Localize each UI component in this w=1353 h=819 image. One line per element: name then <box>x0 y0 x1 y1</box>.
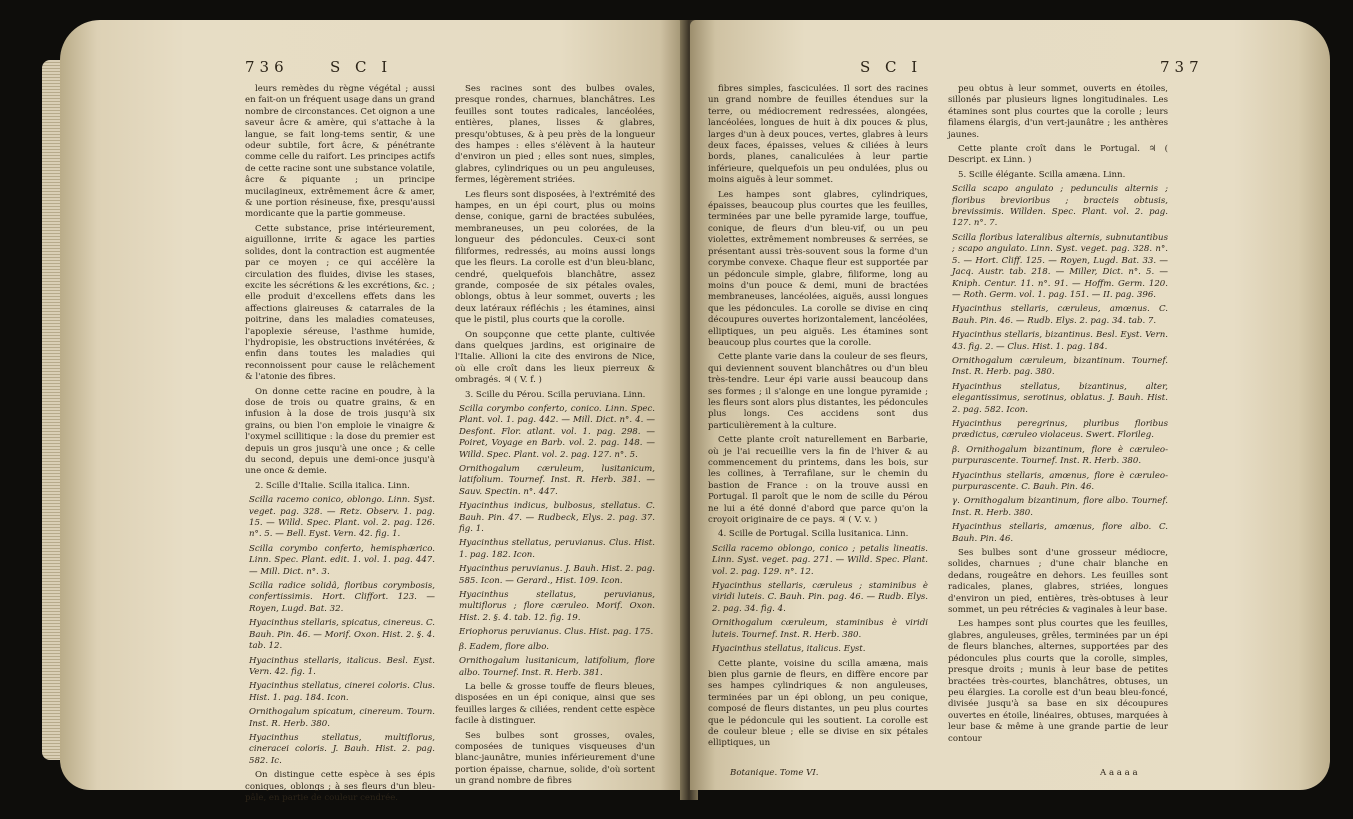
paragraph: 2. Scille d'Italie. Scilla italica. Linn. <box>255 480 410 491</box>
paragraph: fibres simples, fasciculées. Il sort des racines un grand nombre de feuilles étendues sur la terre, ou médiocrement redressées, alongées, lancéolées, longues de huit à dix pouces & plus, larges d'un à deux pouces, vertes, glabres à leurs deux faces, épaisses, velues & ciliées à leurs bords, planes, canaliculées à leur partie inférieure, quelquefois un peu ondulées, plus ou moins aiguës à leur sommet. <box>708 84 928 186</box>
paragraph: γ. Ornithogalum bizantinum, flore albo. Tournef. Inst. R. Herb. 380. <box>952 496 1168 518</box>
paragraph: Ornithogalum cæruleum, bizantinum. Tournef. Inst. R. Herb. pag. 380. <box>952 355 1168 378</box>
paragraph: Hyacinthus stellaris, spicatus, cinereus. C. Bauh. Pin. 46. — Morif. Oxon. Hist. 2. §. 4. tab. 12. <box>249 618 435 652</box>
paragraph: Ornithogalum cæruleum, staminibus è viridi luteis. Tournef. Inst. R. Herb. 380. <box>712 618 928 640</box>
paragraph: Hyacinthus stellatus, italicus. Eyst. <box>712 644 866 655</box>
paragraph: Cette substance, prise intérieurement, aiguillonne, irrite & agace les parties solides, dont la contraction est augmentée par ce moyen ; ce qui accélère la circulation des fluides, divise les stases, excite les sécrétions & les excrétions, &c. ; elle produit d'excellens effets dans les affections glaireuses & catarrales de la poitrine, dans les maladies comateuses, l'apoplexie séreuse, l'asthme humide, l'hydropisie, les obstructions invétérées, & enfin dans toutes les maladies qui reconnoissent pour cause le relâchement & l'atonie des fibres. <box>245 223 435 383</box>
paragraph: 3. Scille du Pérou. Scilla peruviana. Linn. <box>465 389 646 400</box>
paragraph: Scilla corymbo conferto, hemisphærico. Linn. Spec. Plant. edit. 1. vol. 1. pag. 447. — Mill. Dict. n°. 3. <box>249 543 435 577</box>
paragraph: leurs remèdes du règne végétal ; aussi en fait-on un fréquent usage dans un grand nombre de circonstances. Cet oignon a une saveur âcre & amère, qui s'attache à la langue, se fait long-tems sentir, & une odeur subtile, fort âcre, & pénétrante comme celle du raifort. Les principes actifs de cette racine sont une substance volatile, âcre & piquante ; un principe mucilagineux, extrêmement âcre & amer, & une portion résineuse, fixe, presqu'aussi mordicante que la partie gommeuse. <box>245 84 435 220</box>
footer-signature: A a a a a <box>1100 768 1138 778</box>
paragraph: β. Eadem, flore albo. <box>459 641 549 652</box>
paragraph: peu obtus à leur sommet, ouverts en étoiles, sillonés par plusieurs lignes longitudinales. Les étamines sont plus courtes que la corolle ; leurs filamens élargis, d'un vert-jaunâtre ; les anthères jaunes. <box>948 84 1168 140</box>
paragraph: Ornithogalum cæruleum, lusitanicum, latifolium. Tournef. Inst. R. Herb. 381. — Sauv. Spectin. n°. 447. <box>459 464 655 497</box>
paragraph: Cette plante varie dans la couleur de ses fleurs, qui deviennent souvent blanchâtres ou d'un bleu très-tendre. Leur épi varie aussi beaucoup dans ses formes ; il s'alonge en une longue pyramide ; les fleurs sont alors plus distantes, les pédoncules plus longs. Ces accidens sont dus particulièrement à la culture. <box>708 352 928 431</box>
open-book <box>60 20 1330 810</box>
paragraph: 4. Scille de Portugal. Scilla lusitanica. Linn. <box>718 529 909 540</box>
paragraph: 5. Scille élégante. Scilla amæna. Linn. <box>958 169 1126 180</box>
paragraph: Hyacinthus stellatus, bizantinus, alter, elegantissimus, serotinus, oblatus. J. Bauh. Hist. 2. pag. 582. Icon. <box>952 381 1168 415</box>
paragraph: On distingue cette espèce à ses épis coniques, oblongs ; à ses fleurs d'un bleu-pâle, en partie de couleur cendrée. <box>245 770 435 803</box>
running-head: S C I <box>330 58 393 76</box>
paragraph: Hyacinthus stellaris, amœnus, flore è cæruleo-purpurascente. C. Bauh. Pin. 46. <box>952 470 1168 492</box>
page-number: 737 <box>1160 58 1204 76</box>
right-column-2 <box>948 84 1168 748</box>
running-head: S C I <box>860 58 923 76</box>
paragraph: Les hampes sont glabres, cylindriques, épaisses, beaucoup plus courtes que les feuilles, terminées par une belle pyramide large, touffue, conique, de fleurs d'un bleu-vif, ou un peu violettes, extrêmement nombreuses & serrées, se présentant aussi très-souvent sous la forme d'un corymbe convexe. Chaque fleur est supportée par un pédoncule simple, glabre, filiforme, long au moins d'un pouce & demi, muni de bractées membraneuses, lancéolées, aiguës, aussi longues que les pédoncules. La corolle se divise en cinq découpures ouvertes horizontalement, lancéolées, elliptiques, un peu aiguës. Les étamines sont beaucoup plus courtes que la corolle. <box>708 189 928 348</box>
paragraph: On soupçonne que cette plante, cultivée dans quelques jardins, est originaire de l'Italie. Allioni la cite des environs de Nice, où elle croît dans les lieux pierreux & ombragés. ♃ ( V. f. ) <box>455 329 655 386</box>
paragraph: Hyacinthus stellaris, bizantinus. Besl. Eyst. Vern. 43. fig. 2. — Clus. Hist. 1. pag. 184. <box>952 330 1168 352</box>
page-number: 736 <box>245 58 289 76</box>
paragraph: Eriophorus peruvianus. Clus. Hist. pag. 175. <box>459 627 654 638</box>
footer-volume: Botanique. Tome VI. <box>730 768 819 778</box>
paragraph: Hyacinthus stellatus, multiflorus, cineracei coloris. J. Bauh. Hist. 2. pag. 582. Ic. <box>249 732 435 766</box>
paragraph: Ses bulbes sont d'une grosseur médiocre, solides, charnues ; d'une chair blanche en dedans, rougeâtre en dehors. Les feuilles sont radicales, planes, glabres, striées, longues d'environ un pied, entières, très-obtuses à leur sommet, un peu rétrécies & vaginales à leur base. <box>948 548 1168 616</box>
paragraph: On donne cette racine en poudre, à la dose de trois ou quatre grains, & en infusion à la dose de trois jusqu'à six grains, ou bien l'on emploie le vinaigre & l'oxymel scillitique : la dose du premier est depuis un gros jusqu'à une once ; & celle du second, depuis une demi-once jusqu'à une once & demie. <box>245 386 435 477</box>
paragraph: Les hampes sont plus courtes que les feuilles, glabres, anguleuses, grêles, terminées par un épi de fleurs blanches, alternes, supportées par des pédoncules plus courts que la corolle, simples, presque droits ; munis à leur base de petites bractées très-courtes, blanchâtres, obtuses, un peu élargies. La corolle est d'un beau bleu-foncé, divisée jusqu'à sa base en six découpures ouvertes en étoile, linéaires, obtuses, marquées à leur base & même à une grande partie de leur contour <box>948 619 1168 744</box>
paragraph: Hyacinthus stellatus, peruvianus, multiflorus ; flore cæruleo. Morif. Oxon. Hist. 2. §. 4. tab. 12. fig. 19. <box>459 590 655 623</box>
left-column-1 <box>245 84 435 807</box>
paragraph: Ses bulbes sont grosses, ovales, composées de tuniques visqueuses d'un blanc-jaunâtre, munies inférieurement d'une portion épaisse, charnue, solide, d'où sortent un grand nombre de fibres <box>455 730 655 787</box>
paragraph: Scilla floribus lateralibus alternis, subnutantibus ; scapo angulato. Linn. Syst. veget. pag. 328. n°. 5. — Hort. Cliff. 125. — Royen, Lugd. Bat. 33. — Jacq. Austr. tab. 218. — Miller, Dict. n°. 5. — Kniph. Centur. 11. n°. 91. — Hoffm. Germ. 120. — Roth. Germ. vol. 1. pag. 151. — II. pag. 396. <box>952 232 1168 300</box>
paragraph: Cette plante, voisine du scilla amæna, mais bien plus garnie de fleurs, en diffère encore par ses hampes cylindriques & non anguleuses, terminées par un épi oblong, un peu conique, composé de fleurs distantes, un peu plus courtes que le pédoncule qui les soutient. La corolle est de couleur bleue ; elle se divise en six pétales elliptiques, un <box>708 658 928 749</box>
paragraph: Cette plante croît naturellement en Barbarie, où je l'ai recueillie vers la fin de l'hiver & au commencement du printems, dans les bois, sur les collines, à Terrafilane, sur le chemin du bastion de France : on la trouve aussi en Portugal. Il paroît que le nom de scille du Pérou ne lui a été donné d'abord que parce qu'on la croyoit originaire de ce pays. ♃ ( V. v. ) <box>708 435 928 526</box>
paragraph: Hyacinthus stellatus, peruvianus. Clus. Hist. 1. pag. 182. Icon. <box>459 538 655 560</box>
paragraph: Hyacinthus indicus, bulbosus, stellatus. C. Bauh. Pin. 47. — Rudbeck, Elys. 2. pag. 37. fig. 1. <box>459 501 655 535</box>
paragraph: La belle & grosse touffe de fleurs bleues, disposées en un épi conique, ainsi que ses feuilles larges & ciliées, rendent cette espèce facile à distinguer. <box>455 681 655 727</box>
left-page <box>60 20 685 803</box>
paragraph: Les fleurs sont disposées, à l'extrémité des hampes, en un épi court, plus ou moins dense, conique, garni de bractées subulées, membraneuses, un peu colorées, de la longueur des pédoncules. Ceux-ci sont filiformes, redressés, au moins aussi longs que les fleurs. La corolle est d'un bleu-blanc, cendré, quelquefois blanchâtre, assez grande, composée de six pétales ovales, oblongs, obtus à leur sommet, ouverts ; les deux latéraux réfléchis ; les étamines, ainsi que le pistil, plus courts que la corolle. <box>455 189 655 326</box>
paragraph: Ornithogalum spicatum, cinereum. Tourn. Inst. R. Herb. 380. <box>249 707 435 729</box>
paragraph: Hyacinthus stellaris, italicus. Besl. Eyst. Vern. 42. fig. 1. <box>249 655 435 677</box>
paragraph: Scilla racemo oblongo, conico ; petalis lineatis. Linn. Syst. veget. pag. 271. — Willd. Spec. Plant. vol. 2. pag. 129. n°. 12. <box>712 543 928 577</box>
paragraph: Scilla corymbo conferto, conico. Linn. Spec. Plant. vol. 1. pag. 442. — Mill. Dict. n°. 4. — Desfont. Flor. atlant. vol. 1. pag. 298. — Poiret, Voyage en Barb. vol. 2. pag. 148. — Willd. Spec. Plant. vol. 2. pag. 127. n°. 5. <box>459 403 655 460</box>
paragraph: Ses racines sont des bulbes ovales, presque rondes, charnues, blanchâtres. Les feuilles sont toutes radicales, lancéolées, entières, planes, lisses & glabres, presqu'obtuses, & à peu près de la longueur des hampes : elles s'élèvent à la hauteur d'environ un pied ; elles sont nues, simples, glabres, cylindriques ou un peu anguleuses, fermes, légèrement striées. <box>455 84 655 186</box>
left-column-2 <box>455 84 655 791</box>
right-page <box>690 20 1330 790</box>
paragraph: Ornithogalum lusitanicum, latifolium, flore albo. Tournef. Inst. R. Herb. 381. <box>459 656 655 678</box>
paragraph: Scilla racemo conico, oblongo. Linn. Syst. veget. pag. 328. — Retz. Observ. 1. pag. 15. — Willd. Spec. Plant. vol. 2. pag. 126. n°. 5. — Bell. Eyst. Vern. 42. fig. 1. <box>249 495 435 540</box>
paragraph: Hyacinthus stellaris, cæruleus, amœnus. C. Bauh. Pin. 46. — Rudb. Elys. 2. pag. 34. tab. 7. <box>952 304 1168 326</box>
paragraph: Hyacinthus peruvianus. J. Bauh. Hist. 2. pag. 585. Icon. — Gerard., Hist. 109. Icon. <box>459 564 655 586</box>
paragraph: β. Ornithogalum bizantinum, flore è cæruleo-purpurascente. Tournef. Inst. R. Herb. 380. <box>952 444 1168 467</box>
paragraph: Scilla radice solidâ, floribus corymbosis, confertissimis. Hort. Cliffort. 123. — Royen, Lugd. Bat. 32. <box>249 581 435 614</box>
paragraph: Hyacinthus stellatus, cinerei coloris. Clus. Hist. 1. pag. 184. Icon. <box>249 681 435 703</box>
paragraph: Hyacinthus stellaris, cæruleus ; staminibus è viridi luteis. C. Bauh. Pin. pag. 46. — Rudb. Elys. 2. pag. 34. fig. 4. <box>712 581 928 614</box>
paragraph: Hyacinthus stellaris, amœnus, flore albo. C. Bauh. Pin. 46. <box>952 522 1168 544</box>
paragraph: Hyacinthus peregrinus, pluribus floribus prædictus, cæruleo violaceus. Swert. Florileg. <box>952 418 1168 441</box>
paragraph: Scilla scapo angulato ; pedunculis alternis ; floribus brevioribus ; bracteis obtusis, brevissimis. Willden. Spec. Plant. vol. 2. pag. 127. n°. 7. <box>952 184 1168 229</box>
paragraph: Cette plante croît dans le Portugal. ♃ ( Descript. ex Linn. ) <box>948 144 1168 166</box>
right-column-1 <box>708 84 928 753</box>
